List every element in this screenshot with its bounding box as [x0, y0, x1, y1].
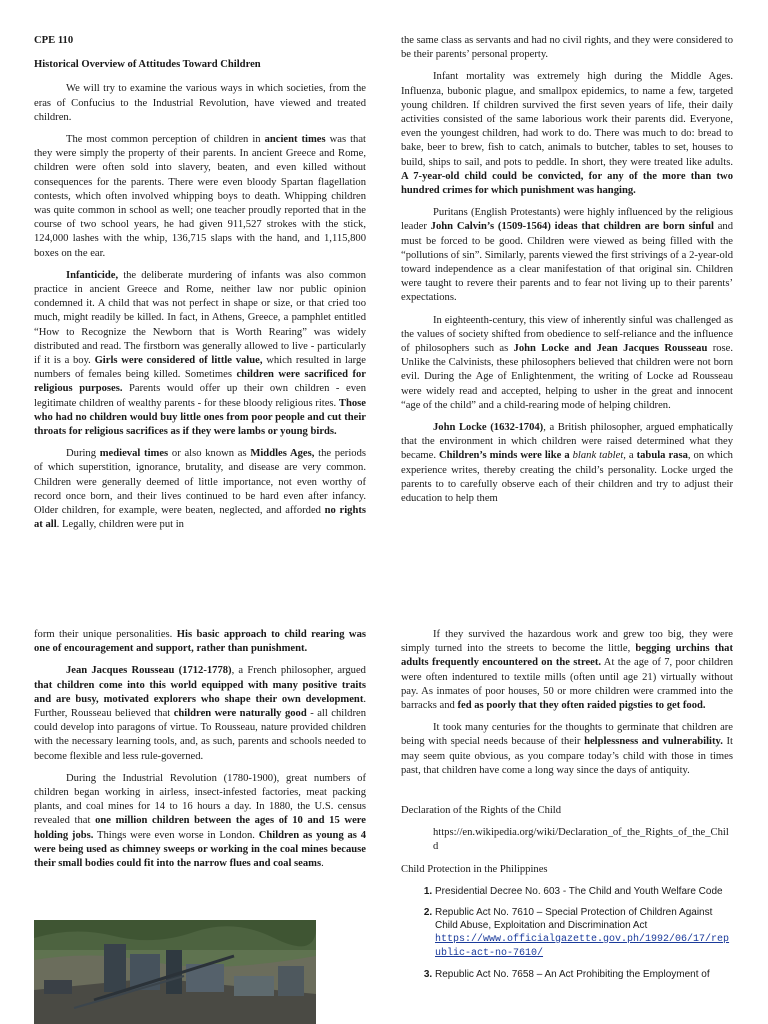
urchins-paragraph: If they survived the hazardous work and grew too big, they were simply turned into the streets to become the little, begging urchins that adults frequently encountered on the street. At the age of 7, poor children were often indentured to textile mills (often until age 21) virtually without pay. As inmates of poor houses, 50 or more children were crammed into the barracks and fed as poorly that they often raided pigsties to get food.: [401, 629, 733, 712]
page2-left-column: [34, 628, 366, 879]
continued-paragraph: the same class as servants and had no civil rights, and they were considered to be their parents’ personal property.: [401, 35, 733, 61]
page1-left-column: [34, 34, 366, 541]
declaration-heading: Declaration of the Rights of the Child: [401, 805, 562, 817]
law-list: [401, 885, 733, 981]
coal-mine-photo: [34, 920, 316, 1024]
page1-right-column: [401, 34, 733, 514]
infant-mortality-paragraph: Infant mortality was extremely high during the Middle Ages. Influenza, bubonic plague, and smallpox epidemics, to name a few, targeted young children. If children survived the first seven years of life, their daily activities consisted of the same laborious work their parents did. Everyone, even the youngest children, had work to do. There was much to do: bread to bake, beer to brew, fish to catch, animals to butcher, tables to set, houses to build, ships to sail, and pots to peddle. In short, they were treated like adults. A 7-year-old child could be convicted, for any of the more than two hundred crimes for which punishment was hanging.: [401, 71, 733, 197]
rousseau-paragraph: Jean Jacques Rousseau (1712-1778), a French philosopher, argued that children come into this world equipped with many positive traits and are busy, motivated explorers who shape their own development. Further, Rousseau believed that children were naturally good - all children could develop into paragons of virtue. To Rousseau, nature provided children with the necessary learning tools, and, as such, parents and schools needed to become flexible and less rule-governed.: [34, 665, 366, 762]
ra7610-link[interactable]: https://www.officialgazette.gov.ph/1992/06/17/republic-act-no-7610/: [435, 933, 730, 959]
declaration-link[interactable]: https://en.wikipedia.org/wiki/Declaration_of_the_Rights_of_the_Child: [433, 827, 729, 853]
page2-right-column: [401, 628, 733, 989]
intro-paragraph: We will try to examine the various ways in which societies, from the eras of Confucius to the Industrial Revolution, have viewed and treated children.: [34, 83, 366, 123]
course-code: CPE 110: [34, 35, 74, 46]
document-title: Historical Overview of Attitudes Toward Children: [34, 59, 261, 71]
child-protection-heading: Child Protection in the Philippines: [401, 863, 548, 875]
puritans-paragraph: Puritans (English Protestants) were highly influenced by the religious leader John Calvin’s (1509-1564) ideas that children are born sinful and must be forced to be good. Children were viewed as being filled with the “pollutions of sin”. Similarly, parents viewed the first strivings of a 2-year-old toward independence as a clear manifestation of that original sin. Children were taught to revere their parents and to fear not living up to their parents’ expectations.: [401, 207, 733, 304]
law-item-pd603: 1. Presidential Decree No. 603 - The Child and Youth Welfare Code: [435, 885, 733, 898]
eighteenth-century-paragraph: In eighteenth-century, this view of inherently sinful was challenged as the values of society shifted from obedience to self-reliance and the influence of philosophers such as John Locke and Jean Jacques Rousseau rose. Unlike the Calvinists, these philosophers believed that children were not born evil. During the Age of Enlightenment, the writing of Locke ad Rousseau were widely read and accepted, helping to usher in the great and innocent “age of the child” and a child-rearing mode of helping children.: [401, 314, 733, 411]
law-item-ra7658: 3. Republic Act No. 7658 – An Act Prohibiting the Employment of: [435, 968, 733, 981]
infanticide-paragraph: Infanticide, the deliberate murdering of infants was also common practice in ancient Greece and Rome, neither law nor public opinion condemned it. A child that was not perfect in shape or size, or that cried too much, might readily be killed. In fact, in Athens, Greece, a pamphlet entitled “How to Recognize the Newborn that is Worth Rearing” was widely distributed and read. The firstborn was generally allowed to live - particularly if it is a boy. Girls were considered of little value, which resulted in large numbers of females being killed. Sometimes children were sacrificed for religious purposes. Parents would offer up their own children - even legitimate children of wealthy parents - for these bloody religious rites. Those who had no children would buy little ones from poor people and cut their throats for religious sacrifices as if they were lambs or young birds.: [34, 269, 367, 438]
special-needs-paragraph: It took many centuries for the thoughts to germinate that children are being with special needs because of their helplessness and vulnerability. It may seem quite obvious, as you compare today’s child with those in times past, that children have come a long way since the days of antiquity.: [401, 722, 733, 776]
law-item-ra7610: 2. Republic Act No. 7610 – Special Protection of Children Against Child Abuse, Exploitation and Discrimination Act https://www.officialgazette.gov.ph/1992/06/17/republic-act-no-7610/: [435, 906, 733, 960]
locke-continued-paragraph: form their unique personalities. His basic approach to child rearing was one of encouragement and support, rather than punishment.: [34, 629, 367, 655]
industrial-revolution-paragraph: During the Industrial Revolution (1780-1900), great numbers of children began working in airless, insect-infested factories, meat packing plants, and coal mines for 14 to 16 hours a day. In 1880, the U.S. census revealed that one million children between the ages of 10 and 15 were holding jobs. Things were even worse in London. Children as young as 4 were being used as chimney sweeps or working in the coal mines because their small bodies could fit into the narrow flues and coal seams.: [34, 772, 366, 870]
john-locke-paragraph: John Locke (1632-1704), a British philosopher, argued emphatically that the environment in which children were raised determined what they became. Children’s minds were like a blank tablet, a tabula rasa, on which experience writes, thereby creating the child’s personality. Locke urged the parents to to carefully observe each of their children and try to adjust their education to help them: [401, 422, 733, 505]
ancient-times-paragraph: The most common perception of children in ancient times was that they were simply the property of their parents. In ancient Greece and Rome, children were often sold into slavery, beaten, and even killed without consequences for the parents. There were even bloody Spartan flagellation contests, which often involved whipping boys to death. Whipping children was quite common in school as well; one teacher proudly reported that in the course of two school years, he had given 911,527 strokes with the stick, 124,000 lashes with the whip, 136,715 slaps with the hand, and 1,115,800 boxes on the ear.: [34, 134, 366, 259]
medieval-paragraph: During medieval times or also known as Middles Ages, the periods of which superstition, ignorance, brutality, and disease are very common. Children were generally deemed of little importance, not even worthy of record once born, and their lives continued to be hard even after infancy. Older children, for example, were beaten, neglected, and afforded no rights at all. Legally, children were put in: [34, 448, 366, 531]
